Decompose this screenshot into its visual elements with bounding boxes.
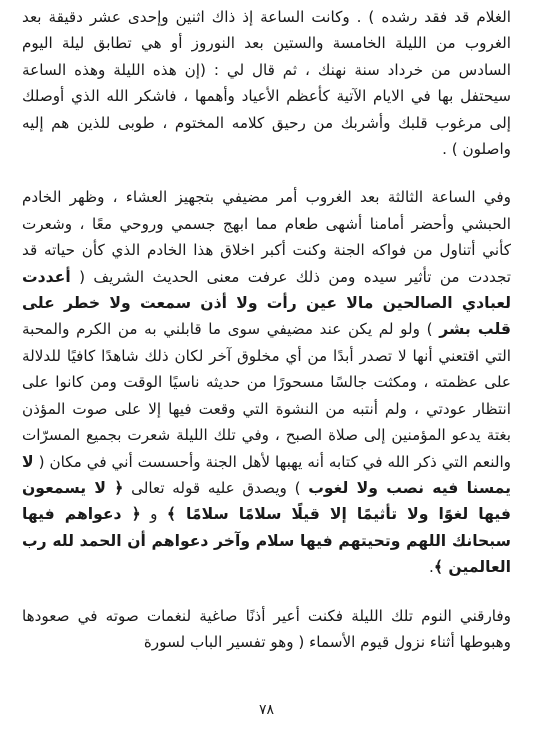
paragraph-2-text-d: و <box>150 505 158 524</box>
page-number: ٧٨ <box>258 702 275 718</box>
paragraph-2-text-c: ) ويصدق عليه قوله تعالى <box>131 478 301 497</box>
paragraph-2-text-b: ) ولو لم يكن عند مضيفي سوى ما قابلني به من الكرم والمحبة التي اقتعني أنها لا تصدر أبدًا من أي مخلوق آخر لكان ذلك شاهدًا كافيًا للدلالة على عظمته ، ومكثت جالسًا مسحورًا من حديثه ناسيًا الوقت ومن كانوا على انتظار عودتي ، ولم أنتبه من النشوة التي وقعت فيها إلا على صوت المؤذن بغتة يدعو المؤمنين إلى صلاة الصبح ، وفي تلك الليلة شعرت بجميع المسرّات والنعم التي ذكر الله في كتابه أنه يهبها لأهل الجنة وأحسست أني في مكان ( <box>22 320 512 471</box>
paragraph-2-text-a: وفي الساعة الثالثة بعد الغروب أمر مضيفي بتجهيز العشاء ، وظهر الخادم الحبشي وأحضر أمامنا أشهى طعام مما ابهج جسمي وروحي معًا ، وشعرت كأني أتناول من فواكه الجنة وكنت أكبر اخلاق هذا الخادم الذي كأن حياته قد تجددت من تأثير سيده ومن ذلك عرفت معنى الحديث الشريف ( <box>22 188 512 286</box>
paragraph-1 <box>22 4 511 162</box>
paragraph-1-text: الغلام قد فقد رشده ) . وكانت الساعة إذ ذاك اثنين وإحدى عشر دقيقة بعد الغروب من الليلة الخامسة والستين بعد النوروز أو هي تطابق ليلة اليوم السادس من خرداد سنة نهنك ، ثم قال لي : (إن هذه الليلة وهذه الساعة سيحتفل بها في الايام الآتية كأعظم الأعياد وأهمها ، فاشكر الله الذي أوصلك إلى مرغوب قلبك وأشربك من رحيق كلامه المختوم ، طوبى للذين هم إليه واصلون ) . <box>22 8 511 159</box>
paragraph-3 <box>22 603 511 656</box>
hadith-quote: أعددت لعبادي الصالحين مالا عين رأت ولا أذن سمعت ولا خطر على قلب بشر <box>22 267 512 339</box>
paragraph-gap <box>22 581 511 603</box>
verse-quote-2: ﴿ لا يسمعون فيها لغوًا ولا تأثيمًا إلا قيلًا سلامًا سلامًا ﴾ <box>22 478 511 524</box>
verse-quote-3: ﴿ دعواهم فيها سبحانك اللهم وتحيتهم فيها سلام وآخر دعواهم أن الحمد لله رب العالمين ﴾ <box>22 505 511 577</box>
paragraph-2 <box>22 184 511 580</box>
paragraph-gap <box>22 162 511 184</box>
paragraph-3-text: وفارقني النوم تلك الليلة فكنت أعير أذنًا صاغية لنغمات صوته في صعودها وهبوطها أثناء نزول قيوم الأسماء ( وهو تفسير الباب لسورة <box>22 606 511 651</box>
paragraph-2-text-e: . <box>429 558 434 577</box>
verse-quote-1: لا يمسنا فيه نصب ولا لغوب <box>22 452 511 497</box>
